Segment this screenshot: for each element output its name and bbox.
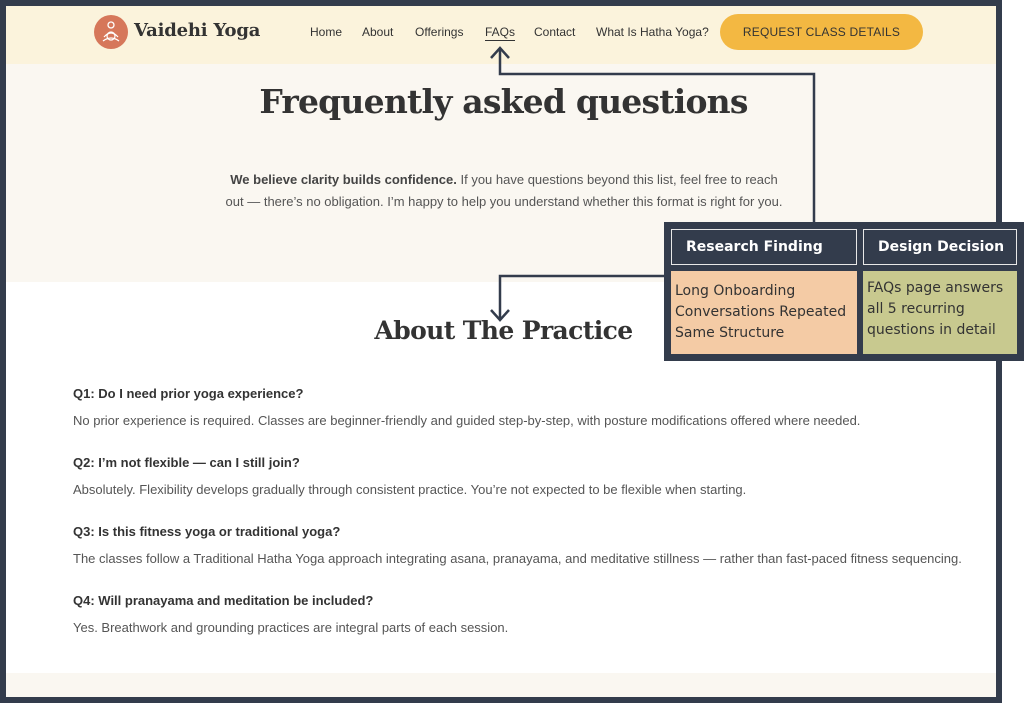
nav-home[interactable]: Home (310, 25, 343, 39)
section-title: About The Practice (374, 316, 633, 345)
design-decision-heading: Design Decision (863, 229, 1017, 265)
faq-answer: The classes follow a Traditional Hatha Yoga approach integrating asana, pranayama, and meditative stillness — rather than fast-paced fitness sequencing. (73, 551, 962, 566)
footer-strip (6, 673, 996, 697)
faq-question: Q4: Will pranayama and meditation be included? (73, 593, 374, 608)
research-finding-heading: Research Finding (671, 229, 857, 265)
brand-name[interactable]: Vaidehi Yoga (134, 20, 261, 41)
nav-about[interactable]: About (362, 25, 394, 39)
hero-intro-bold: We believe clarity builds confidence. (230, 172, 457, 187)
nav-contact[interactable]: Contact (534, 25, 576, 39)
site-header (6, 6, 996, 64)
nav-what-is-hatha-yoga[interactable]: What Is Hatha Yoga? (596, 25, 709, 39)
faq-item (73, 524, 973, 566)
design-decision-body: FAQs page answers all 5 recurring questions in detail (863, 271, 1017, 354)
faq-answer: Yes. Breathwork and grounding practices are integral parts of each session. (73, 620, 509, 635)
page-title: Frequently asked questions (259, 82, 748, 121)
faq-question: Q2: I’m not flexible — can I still join? (73, 455, 300, 470)
hero-intro (224, 169, 784, 213)
faq-item (73, 593, 973, 635)
faq-answer: Absolutely. Flexibility develops gradually through consistent practice. You’re not expected to be flexible when starting. (73, 482, 747, 497)
nav-offerings[interactable]: Offerings (415, 25, 464, 39)
annotation-panel (664, 222, 1024, 361)
research-finding-body: Long Onboarding Conversations Repeated Same Structure (671, 271, 857, 354)
nav-faqs[interactable]: FAQs (485, 25, 516, 39)
request-class-details-button[interactable]: REQUEST CLASS DETAILS (720, 14, 923, 50)
faq-item (73, 455, 973, 497)
hero-intro-rest: If you have questions beyond this list, feel free to reach out — there’s no obligation. I’m happy to help you understand whether this format is right for you. (225, 172, 783, 209)
faq-question: Q1: Do I need prior yoga experience? (73, 386, 304, 401)
faq-item (73, 386, 973, 428)
yoga-figure-icon[interactable] (94, 15, 128, 49)
faq-answer: No prior experience is required. Classes are beginner-friendly and guided step-by-step, with posture modifications offered where needed. (73, 413, 861, 428)
faq-question: Q3: Is this fitness yoga or traditional yoga? (73, 524, 341, 539)
